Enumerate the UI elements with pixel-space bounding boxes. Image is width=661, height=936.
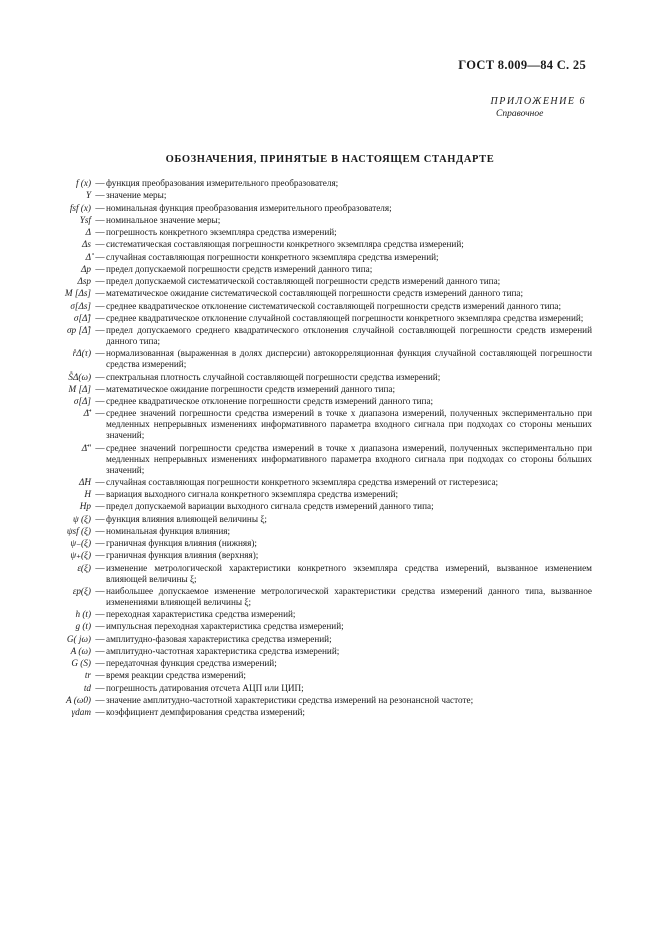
definition-symbol: Δ̊H — [78, 476, 91, 487]
definition-text: среднее квадратическое отклонение случайной составляющей погрешности конкретного экземпляра средства измерений; — [106, 312, 584, 323]
definition-dash: — — [95, 538, 105, 548]
definition-symbol: ψ₊(ξ) — [70, 550, 91, 561]
definition-dash: — — [95, 396, 105, 406]
definition-symbol: g (t) — [75, 621, 91, 632]
definition-symbol: fsf (x) — [69, 202, 91, 213]
appendix-label: ПРИЛОЖЕНИЕ 6 — [490, 96, 586, 107]
definition-symbol: Δsp — [77, 276, 91, 286]
definition-symbol: Hp — [79, 501, 91, 512]
definition-row — [0, 348, 661, 370]
definition-symbol: G( jω) — [66, 633, 91, 644]
definition-symbol: r̊Δ(τ) — [72, 348, 91, 359]
definition-row — [0, 707, 661, 718]
definition-symbol: S̊Δ(ω) — [68, 371, 91, 382]
definition-dash: — — [95, 609, 105, 619]
definition-dash: — — [95, 227, 105, 237]
definition-text: предел допускаемой погрешности средств измерений данного типа; — [106, 263, 373, 274]
definition-dash: — — [95, 585, 105, 596]
definition-dash: — — [95, 682, 105, 693]
definition-row — [0, 634, 661, 645]
definition-row — [0, 288, 661, 299]
definition-text: коэффициент демпфирования средства измерений; — [106, 707, 305, 717]
definition-text: систематическая составляющая погрешности конкретного экземпляра средства измерений; — [106, 239, 464, 250]
definition-row — [0, 264, 661, 275]
definition-text: значение амплитудно-частотной характеристики средства измерений на резонансной частоте; — [106, 694, 474, 705]
definition-dash: — — [95, 442, 105, 453]
definition-dash: — — [95, 633, 105, 644]
definition-text: значение меры; — [106, 190, 167, 201]
definition-row — [0, 227, 661, 238]
definition-dash: — — [95, 525, 105, 536]
definition-dash: — — [95, 621, 105, 632]
definition-row — [0, 203, 661, 214]
definition-symbol: M [Δs] — [64, 288, 91, 299]
definition-text: погрешность датирования отсчета АЦП или ЦИП; — [106, 682, 304, 693]
definition-row — [0, 313, 661, 324]
definition-dash: — — [95, 658, 105, 668]
definition-symbol: γdam — [71, 707, 91, 717]
definition-row — [0, 646, 661, 657]
definition-text: импульсная переходная характеристика средства измерений; — [106, 621, 344, 632]
definition-text: среднее значений погрешности средства измерений в точке x диапазона измерений, полученных экспериментально при медленных непрерывных изменениях информативного параметра входного сигнала при подходах со стороны бо́льших значений; — [106, 442, 592, 475]
definition-row — [0, 621, 661, 632]
definition-symbol: Δp — [81, 263, 91, 274]
definition-row — [0, 514, 661, 525]
definition-text: функция преобразования измерительного преобразователя; — [106, 178, 339, 188]
definition-row — [0, 178, 661, 189]
definition-symbol: h (t) — [75, 609, 91, 619]
definition-dash: — — [95, 348, 105, 359]
definition-symbol: H — [84, 489, 91, 499]
definition-text: номинальная функция влияния; — [106, 525, 231, 536]
definition-symbol: G (S) — [71, 658, 91, 668]
definition-text: переходная характеристика средства измерений; — [106, 609, 296, 619]
definition-text: случайная составляющая погрешности конкретного экземпляра средства измерений от гистерезиса; — [106, 476, 499, 487]
definition-dash: — — [95, 562, 105, 573]
definition-dash: — — [95, 707, 105, 717]
definition-row — [0, 239, 661, 250]
definition-dash: — — [95, 178, 105, 188]
definition-row — [0, 489, 661, 500]
definition-row — [0, 526, 661, 537]
definition-symbol: εp(ξ) — [72, 585, 91, 596]
definition-dash: — — [95, 501, 105, 512]
definition-row — [0, 477, 661, 488]
definition-text: функция влияния влияющей величины ξ; — [106, 513, 267, 524]
definition-dash: — — [95, 383, 105, 394]
definition-text: предел допускаемой систематической составляющей погрешности средств измерений данного типа; — [106, 276, 501, 286]
definition-row — [0, 683, 661, 694]
definition-dash: — — [95, 214, 105, 225]
definition-row — [0, 586, 661, 608]
definition-row — [0, 384, 661, 395]
definition-symbol: Ysf — [79, 214, 91, 225]
definition-row — [0, 215, 661, 226]
definition-symbol: σ[Δ̊] — [73, 312, 91, 323]
definition-row — [0, 538, 661, 549]
definitions-list — [0, 178, 661, 719]
definition-text: среднее значений погрешности средства измерений в точке x диапазона измерений, полученных экспериментально при медленных непрерывных изменениях информативного параметра входного сигнала при подходах со стороны меньших значений; — [106, 408, 592, 441]
definition-symbol: Δ̄″ — [81, 442, 91, 453]
definition-symbol: ψsf (ξ) — [66, 525, 91, 536]
definition-symbol: σp [Δ̊] — [67, 325, 91, 335]
definition-text: нормализованная (выраженная в долях дисперсии) автокорреляционная функция случайной составляющей погрешности средства измерений; — [106, 348, 592, 370]
definition-text: предел допускаемого среднего квадратического отклонения случайной составляющей погрешности средств измерений данного типа; — [106, 325, 592, 346]
definition-dash: — — [95, 263, 105, 274]
definition-symbol: σ[Δs] — [70, 300, 91, 311]
definition-symbol: Δs — [82, 239, 91, 250]
appendix-type: Справочное — [496, 109, 544, 119]
section-title: ОБОЗНАЧЕНИЯ, ПРИНЯТЫЕ В НАСТОЯЩЕМ СТАНДАРТЕ — [165, 154, 495, 165]
definition-dash: — — [95, 645, 105, 656]
definition-row — [0, 443, 661, 476]
definition-text: граничная функция влияния (нижняя); — [106, 538, 257, 548]
definition-text: наибольшее допускаемое изменение метрологической характеристики средства измерений данного типа, вызванное изменениями влияющей величины ξ; — [106, 585, 592, 607]
definition-text: математическое ожидание систематической составляющей погрешности средств измерений данного типа; — [106, 288, 524, 299]
definition-symbol: ε(ξ) — [77, 562, 91, 573]
definition-symbol: A (ω0) — [66, 694, 91, 705]
definition-dash: — — [95, 239, 105, 250]
definition-text: математическое ожидание погрешности средств измерений данного типа; — [106, 383, 396, 394]
definition-dash: — — [95, 513, 105, 524]
definition-symbol: tr — [84, 670, 91, 681]
definition-dash: — — [95, 694, 105, 705]
definition-symbol: M [Δ] — [68, 383, 91, 394]
definition-dash: — — [95, 202, 105, 213]
definition-row — [0, 301, 661, 312]
definition-dash: — — [95, 408, 105, 419]
definition-dash: — — [95, 312, 105, 323]
definition-row — [0, 276, 661, 287]
definition-dash: — — [95, 288, 105, 299]
definition-text: среднее квадратическое отклонение погрешности средств измерений данного типа; — [106, 396, 434, 406]
definition-symbol: Δ̊ — [85, 251, 91, 262]
definition-dash: — — [95, 670, 105, 681]
definition-row — [0, 695, 661, 706]
definition-text: номинальная функция преобразования измерительного преобразователя; — [106, 202, 392, 213]
definition-row — [0, 658, 661, 669]
definition-dash: — — [95, 476, 105, 487]
page-header: ГОСТ 8.009—84 С. 25 — [458, 58, 586, 72]
definition-row — [0, 609, 661, 620]
definition-symbol: td — [83, 682, 91, 693]
definition-dash: — — [95, 276, 105, 286]
definition-text: спектральная плотность случайной составляющей погрешности средства измерений; — [106, 371, 441, 382]
definition-text: изменение метрологической характеристики конкретного экземпляра средства измерений, вызванное изменением влияющей величины ξ; — [106, 562, 592, 584]
definition-dash: — — [95, 300, 105, 311]
definition-row — [0, 325, 661, 347]
definition-row — [0, 501, 661, 512]
definition-row — [0, 190, 661, 201]
definition-text: предел допускаемой вариации выходного сигнала средств измерений данного типа; — [106, 501, 434, 512]
definition-row — [0, 252, 661, 263]
definition-symbol: ψ₋(ξ) — [70, 538, 91, 548]
definition-text: амплитудно-частотная характеристика средства измерений; — [106, 645, 340, 656]
definition-text: случайная составляющая погрешности конкретного экземпляра средства измерений; — [106, 251, 439, 262]
definition-text: амплитудно-фазовая характеристика средства измерений; — [106, 633, 332, 644]
definition-symbol: Δ̄′ — [83, 408, 91, 419]
definition-text: среднее квадратическое отклонение систематической составляющей погрешности средств измерений данного типа; — [106, 300, 562, 311]
definition-text: граничная функция влияния (верхняя); — [106, 550, 259, 561]
definition-text: погрешность конкретного экземпляра средства измерений; — [106, 227, 337, 237]
definition-dash: — — [95, 371, 105, 382]
definition-symbol: f (x) — [75, 178, 91, 188]
definition-row — [0, 670, 661, 681]
definition-dash: — — [95, 489, 105, 499]
definition-dash: — — [95, 550, 105, 561]
definition-row — [0, 550, 661, 561]
definition-row — [0, 396, 661, 407]
definition-text: время реакции средства измерений; — [106, 670, 246, 681]
definition-row — [0, 372, 661, 383]
definition-row — [0, 563, 661, 585]
definition-dash: — — [95, 190, 105, 201]
definition-symbol: Y — [85, 190, 91, 201]
definition-text: номинальное значение меры; — [106, 214, 221, 225]
definition-row — [0, 408, 661, 441]
definition-dash: — — [95, 251, 105, 262]
definition-symbol: Δ — [85, 227, 91, 237]
definition-symbol: σ[Δ] — [73, 396, 91, 406]
definition-symbol: ψ (ξ) — [72, 513, 91, 524]
definition-text: вариация выходного сигнала конкретного экземпляра средства измерений; — [106, 489, 399, 499]
definition-dash: — — [95, 325, 105, 335]
definition-text: передаточная функция средства измерений; — [106, 658, 277, 668]
definition-symbol: A (ω) — [70, 645, 91, 656]
